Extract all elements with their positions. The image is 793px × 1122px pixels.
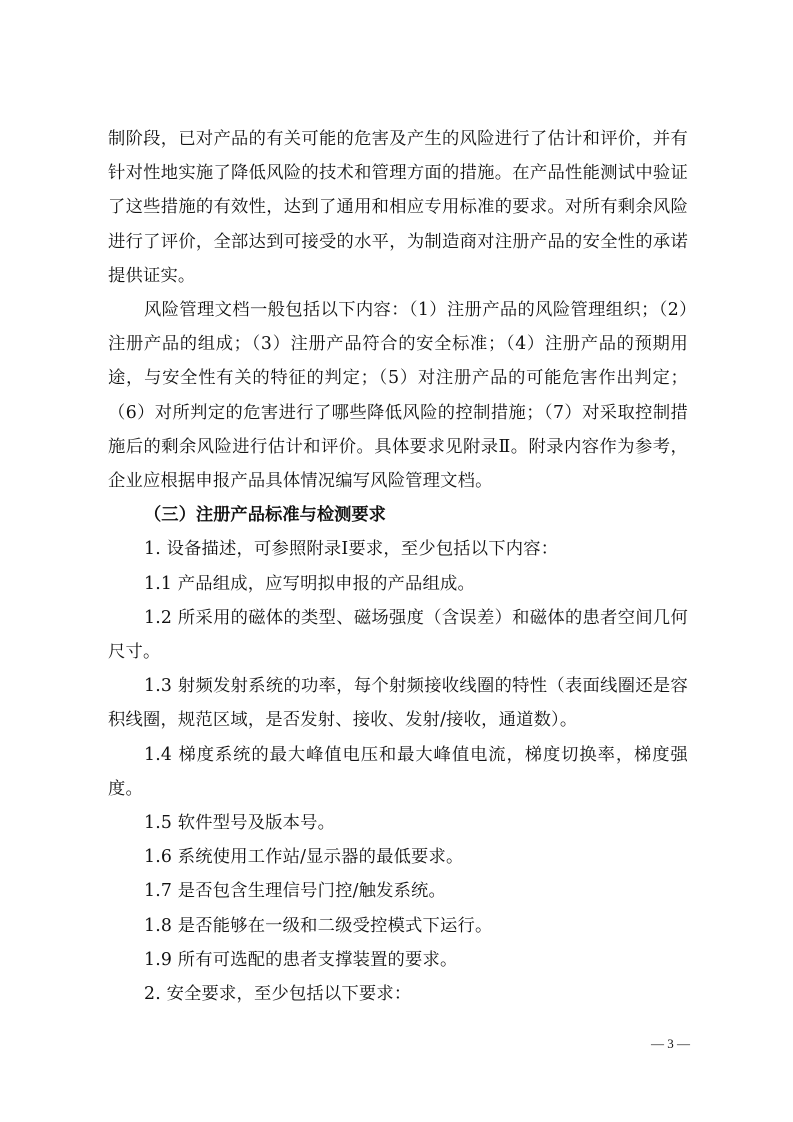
paragraph: 1.6 系统使用工作站/显示器的最低要求。 [144, 847, 464, 868]
section-heading: （三）注册产品标准与检测要求 [144, 505, 386, 526]
paragraph: 风险管理文档一般包括以下内容：（1）注册产品的风险管理组织；（2）注册产品的组成；（3）注册产品符合的安全标准；（4）注册产品的预期用途，与安全性有关的特征的判定；（5）对注册产品的可能危害作出判定；（6）对所判定的危害进行了哪些降低风险的控制措施；（7）对采取控制措施后的剩余风险进行估计和评价。具体要求见附录Ⅱ。附录内容作为参考，企业应根据申报产品具体情况编写风险管理文档。 [108, 300, 688, 492]
paragraph: 1.1 产品组成，应写明拟申报的产品组成。 [144, 573, 475, 594]
paragraph: 1.5 软件型号及版本号。 [144, 813, 336, 834]
paragraph: 2. 安全要求，至少包括以下要求： [144, 984, 412, 1005]
paragraph: 1.7 是否包含生理信号门控/触发系统。 [144, 881, 447, 902]
page-number: — 3 — [651, 1036, 690, 1051]
paragraph: 1.2 所采用的磁体的类型、磁场强度（含误差）和磁体的患者空间几何尺寸。 [108, 607, 688, 663]
document-body [108, 122, 688, 1011]
paragraph: 1. 设备描述，可参照附录I要求，至少包括以下内容： [144, 539, 559, 560]
paragraph: 1.8 是否能够在一级和二级受控模式下运行。 [144, 915, 493, 936]
paragraph: 1.9 所有可选配的患者支撑装置的要求。 [144, 949, 458, 970]
paragraph: 1.3 射频发射系统的功率，每个射频接收线圈的特性（表面线圈还是容积线圈，规范区域，是否发射、接收、发射/接收，通道数）。 [108, 676, 688, 731]
paragraph: 制阶段，已对产品的有关可能的危害及产生的风险进行了估计和评价，并有针对性地实施了降低风险的技术和管理方面的措施。在产品性能测试中验证了这些措施的有效性，达到了通用和相应专用标准的要求。对所有剩余风险进行了评价，全部达到可接受的水平，为制造商对注册产品的安全性的承诺提供证实。 [108, 129, 688, 286]
paragraph: 1.4 梯度系统的最大峰值电压和最大峰值电流，梯度切换率，梯度强度。 [108, 744, 688, 799]
